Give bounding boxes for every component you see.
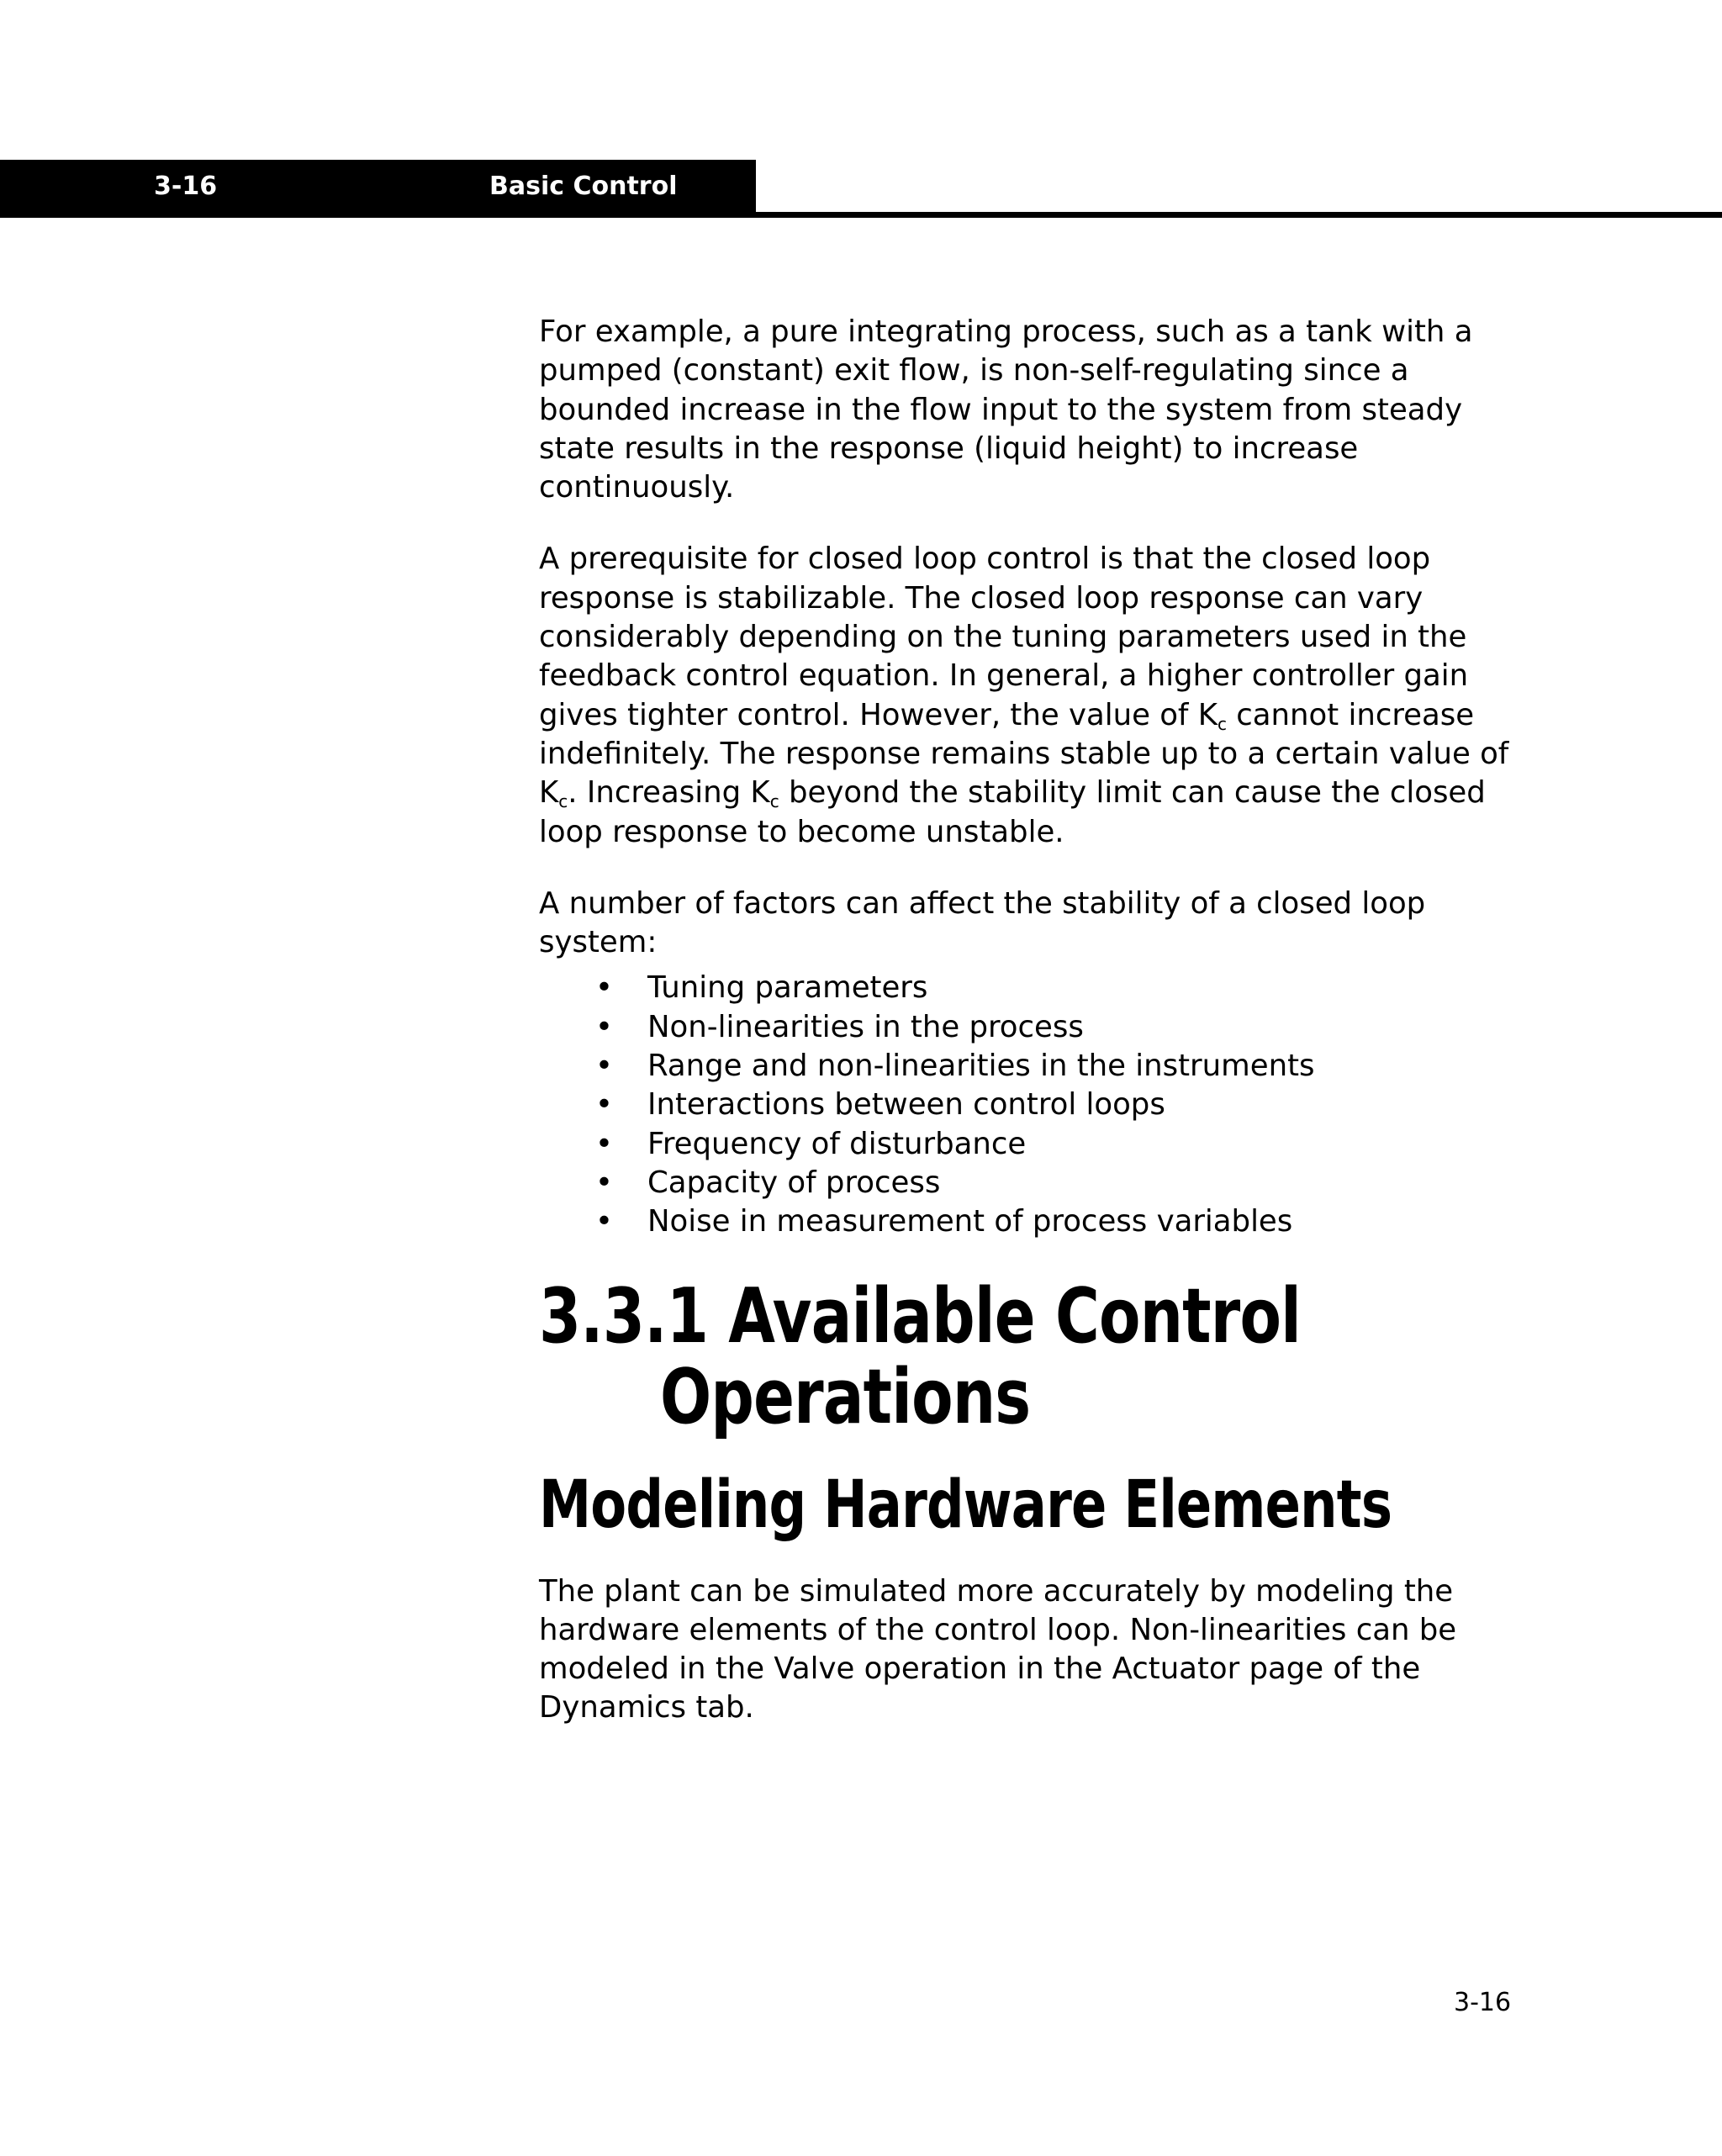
- subscript-c: c: [558, 791, 568, 812]
- paragraph-text: cannot increase indefinitely. The response remains stable up to a certain value of K: [539, 697, 1509, 811]
- header-chapter-title: Basic Control: [489, 172, 678, 201]
- list-item: [539, 1125, 1514, 1164]
- list-item-text: Interactions between control loops: [647, 1087, 1165, 1123]
- list-item: [539, 1086, 1514, 1124]
- paragraph-hardware-elements: The plant can be simulated more accurately by modeling the hardware elements of the control loop. Non-linearities can be modeled in the Valve operation in the Actuator page of the Dynamics tab.: [539, 1573, 1457, 1725]
- subscript-c: c: [769, 791, 779, 812]
- factor-list: [539, 969, 1514, 1241]
- list-item: [539, 1008, 1514, 1047]
- section-heading: [539, 1271, 1514, 1441]
- header-rule: [0, 212, 1722, 218]
- subscript-c: c: [1217, 713, 1227, 734]
- bullet-icon: •: [595, 1009, 613, 1044]
- section-heading-line1: 3.3.1 Available Control: [539, 1271, 1302, 1361]
- header-page-number: 3-16: [154, 172, 218, 201]
- list-item-text: Capacity of process: [647, 1165, 941, 1200]
- bullet-icon: •: [595, 970, 613, 1006]
- paragraph-text: A prerequisite for closed loop control is that the closed loop response is stabilizable. The closed loop response can vary considerably depending on the tuning parameters used in the feedback control equation. In general, a higher controller gain gives tighter control. However, the value of K: [539, 542, 1469, 732]
- list-item-text: Range and non-linearities in the instruments: [647, 1049, 1315, 1084]
- subsection-heading: Modeling Hardware Elements: [539, 1466, 1392, 1543]
- list-item: [539, 1164, 1514, 1202]
- list-item-text: Noise in measurement of process variables: [647, 1204, 1293, 1239]
- bullet-icon: •: [595, 1165, 613, 1200]
- paragraph-text: beyond the stability limit can cause the closed loop response to become unstable.: [539, 775, 1486, 849]
- bullet-icon: •: [595, 1204, 613, 1239]
- main-content: [539, 313, 1514, 1728]
- footer-page-number: 3-16: [1454, 1988, 1512, 2017]
- list-item: [539, 1047, 1514, 1086]
- list-item-text: Tuning parameters: [647, 970, 928, 1006]
- list-item: [539, 1202, 1514, 1241]
- list-item: [539, 969, 1514, 1007]
- paragraph-integrating-process: For example, a pure integrating process, such as a tank with a pumped (constant) exit flow, is non-self-regulating since a bounded increase in the flow input to the system from steady state results in the response (liquid height) to increase continuously.: [539, 314, 1473, 505]
- section-heading-line2: Operations: [660, 1352, 1031, 1441]
- bullet-icon: •: [595, 1049, 613, 1084]
- bullet-icon: •: [595, 1126, 613, 1161]
- paragraph-stability-factors: A number of factors can affect the stability of a closed loop system:: [539, 885, 1426, 960]
- paragraph-text: . Increasing K: [568, 775, 770, 811]
- paragraph-closed-loop-prerequisite: [539, 540, 1514, 851]
- bullet-icon: •: [595, 1087, 613, 1123]
- list-item-text: Frequency of disturbance: [647, 1126, 1027, 1161]
- list-item-text: Non-linearities in the process: [647, 1009, 1084, 1044]
